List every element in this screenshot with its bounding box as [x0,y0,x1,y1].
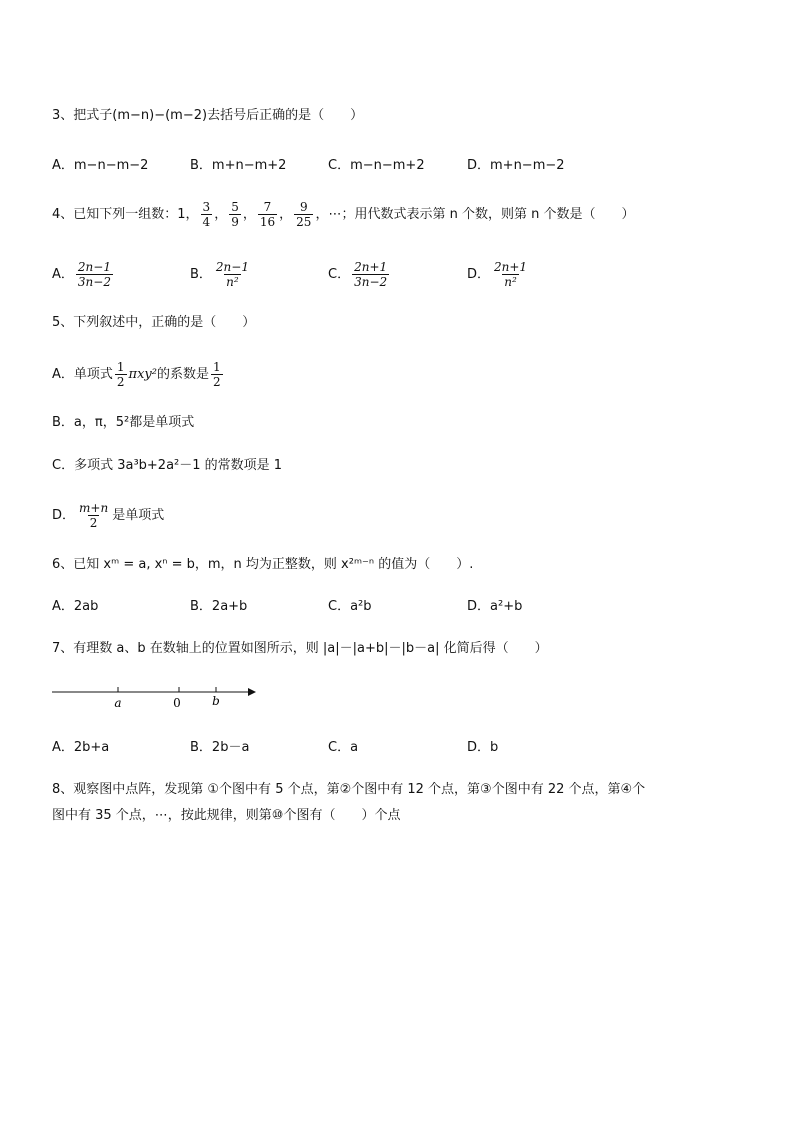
q3-option-d: D．m+n−m−2 [467,158,565,173]
q4-stem-prefix: 4、已知下列一组数：1， [52,207,199,222]
number-line-arrow [248,688,256,696]
q5-option-d: D． $\frac{m+n}{2}$ 是单项式 [52,501,165,530]
q6-option-b: B．2a+b [190,599,248,614]
axis-label-zero: 0 [173,696,181,710]
q6-option-a: A．2ab [52,599,99,614]
question-8-line-1: 8、观察图中点阵，发现第 ①个图中有 5 个点，第②个图中有 12 个点，第③个图中有 22 个点，第④个 [52,782,646,797]
q4-option-c: C． $\frac{2n+1}{3n-2}$ [328,260,388,289]
q4-option-d: D． $\frac{2n+1}{\text{n²}}$ [467,260,528,289]
q3-option-b: B．m+n−m+2 [190,158,287,173]
q5-option-a: A．单项式 $\frac{1}{2}$ πxy²的系数是 $\frac{1}{2}$ [52,360,221,389]
question-4-stem: 4、已知下列一组数：1， $\frac{3}{4}$ ， $\frac{5}{9}$ ， $\frac{7}{16}$ ， $\frac{9}{25}$ ，⋯；用代数式表示第 n 个数，则第 n 个数是（ ） [52,200,635,229]
q4-option-b: B． $\frac{2n-1}{\text{n²}}$ [190,260,249,289]
q3-option-a: A．m−n−m−2 [52,158,149,173]
q6-option-d: D．a²+b [467,599,523,614]
question-6-stem: 6、已知 xᵐ = a, xⁿ = b，m，n 均为正整数，则 x²ᵐ⁻ⁿ 的值为（ ）. [52,557,474,572]
question-5-stem: 5、下列叙述中，正确的是（ ） [52,315,256,330]
q7-option-a: A．2b+a [52,740,110,755]
q4-option-a: A． $\frac{2n-1}{3n-2}$ [52,260,111,289]
q4-fraction-2: $\frac{5}{9}$ [231,200,239,229]
axis-label-a: a [114,696,122,710]
question-7-stem: 7、有理数 a、b 在数轴上的位置如图所示，则 |a|－|a+b|－|b－a| 化简后得（ ） [52,641,548,656]
q7-option-c: C．a [328,740,359,755]
q4-fraction-1: $\frac{3}{4}$ [202,200,211,229]
q3-option-c: C．m−n−m+2 [328,158,425,173]
q5-option-c: C．多项式 3a³b+2a²－1 的常数项是 1 [52,458,283,473]
q6-option-c: C．a²b [328,599,372,614]
q4-fraction-3: $\frac{7}{16}$ [259,200,276,229]
number-line-figure [50,682,270,712]
q4-stem-suffix: ，⋯；用代数式表示第 n 个数，则第 n 个数是（ ） [315,207,635,222]
q7-option-b: B．2b－a [190,740,250,755]
question-8-line-2: 图中有 35 个点，⋯，按此规律，则第⑩个图有（ ）个点 [52,808,401,823]
question-3-stem: 3、把式子(m−n)−(m−2)去括号后正确的是（ ） [52,108,364,123]
q7-option-d: D．b [467,740,499,755]
q5-option-b: B．a，π，5²都是单项式 [52,415,195,430]
axis-label-b: b [212,694,220,708]
q4-fraction-4: $\frac{9}{25}$ [296,200,312,229]
